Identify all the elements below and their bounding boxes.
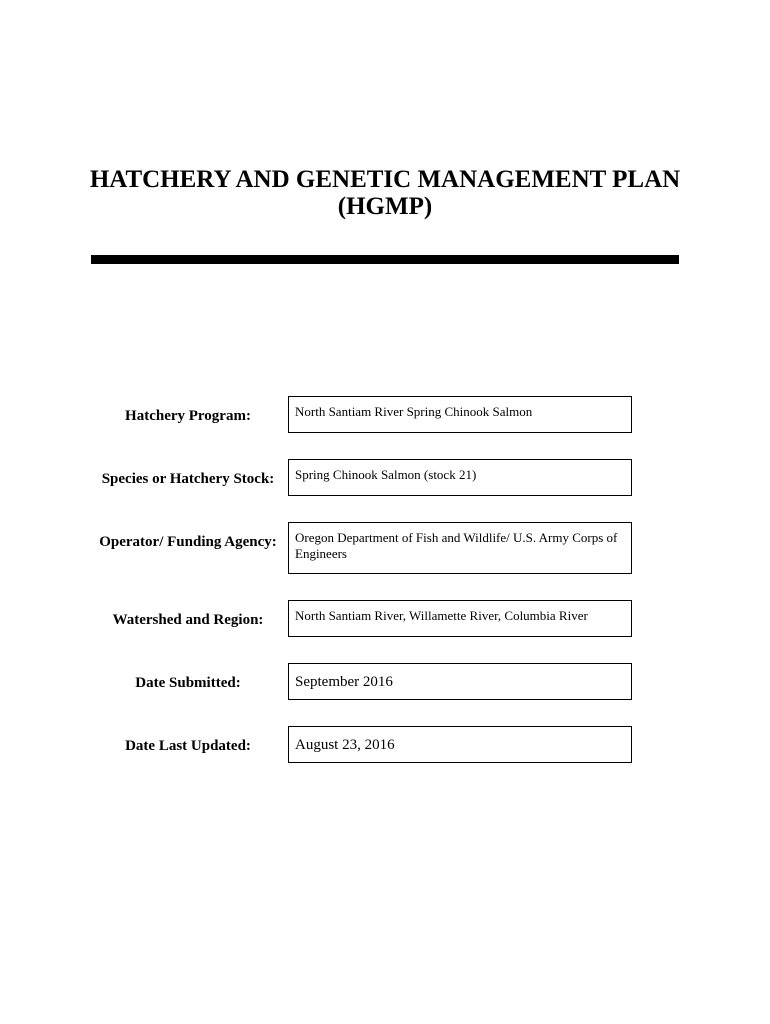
date-last-updated-label: Date Last Updated: bbox=[125, 738, 251, 754]
document-title: HATCHERY AND GENETIC MANAGEMENT PLAN bbox=[89, 166, 681, 193]
date-submitted-field[interactable]: September 2016 bbox=[288, 663, 632, 700]
hatchery-program-field[interactable]: North Santiam River Spring Chinook Salmon bbox=[288, 396, 632, 433]
species-stock-field[interactable]: Spring Chinook Salmon (stock 21) bbox=[288, 459, 632, 496]
date-submitted-label: Date Submitted: bbox=[135, 675, 241, 691]
hatchery-program-label: Hatchery Program: bbox=[125, 408, 251, 424]
document-subtitle: (HGMP) bbox=[337, 193, 433, 220]
operator-agency-label: Operator/ Funding Agency: bbox=[99, 534, 277, 550]
title-divider-bar bbox=[91, 255, 679, 264]
species-stock-label: Species or Hatchery Stock: bbox=[101, 471, 275, 487]
watershed-region-label: Watershed and Region: bbox=[112, 612, 264, 628]
date-last-updated-field[interactable]: August 23, 2016 bbox=[288, 726, 632, 763]
watershed-region-field[interactable]: North Santiam River, Willamette River, Columbia River bbox=[288, 600, 632, 637]
operator-agency-field[interactable]: Oregon Department of Fish and Wildlife/ U.S. Army Corps of Engineers bbox=[288, 522, 632, 574]
